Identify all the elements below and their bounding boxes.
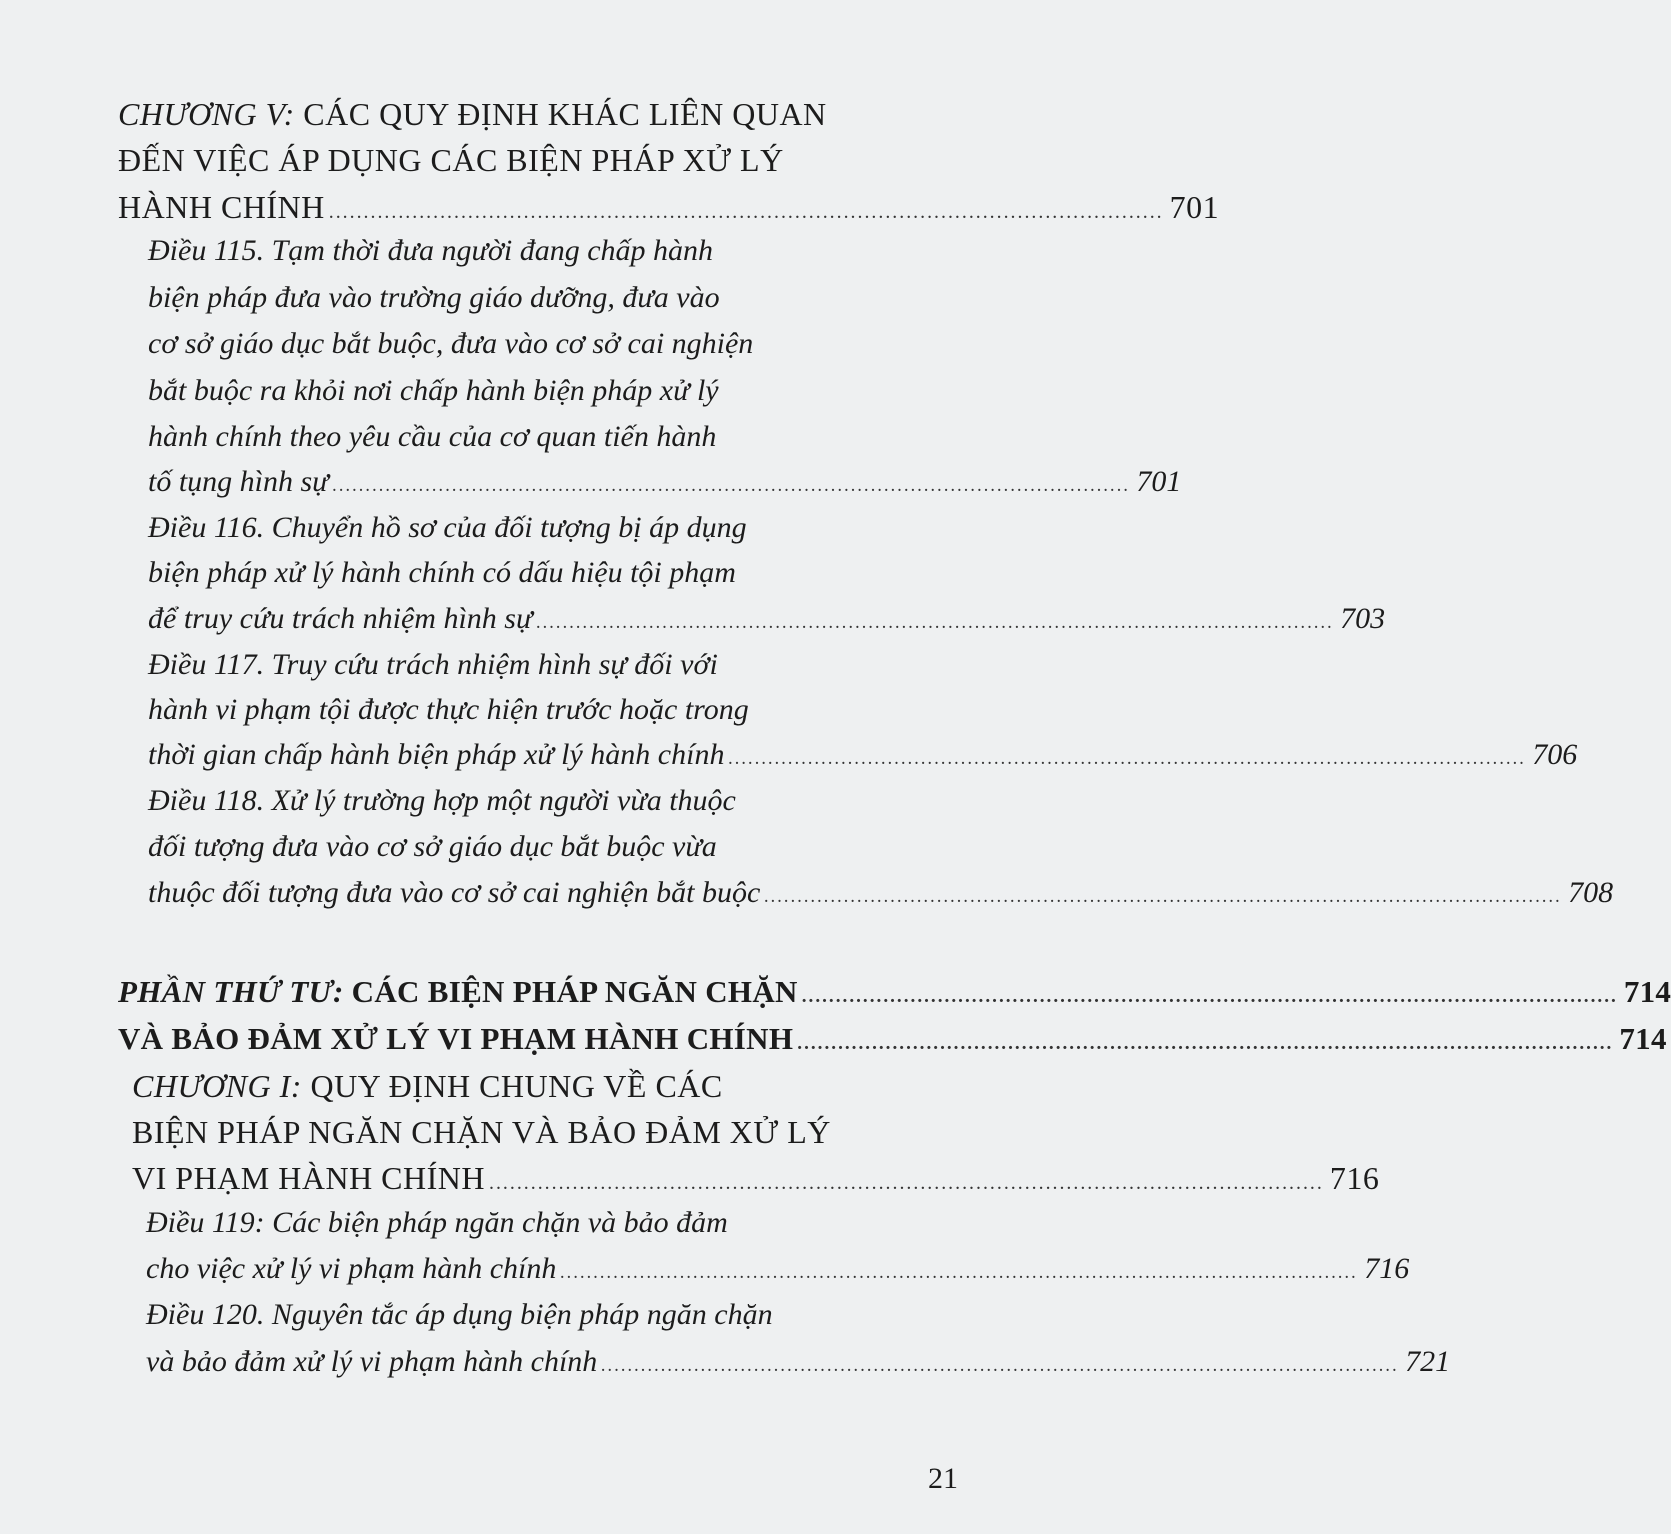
leader-dots: ........................................................................................................................ bbox=[332, 475, 1131, 496]
chapter-title: BIỆN PHÁP NGĂN CHẶN VÀ BẢO ĐẢM XỬ LÝ bbox=[132, 1114, 831, 1150]
toc-line bbox=[148, 650, 718, 680]
chapter-title: QUY ĐỊNH CHUNG VỀ CÁC bbox=[301, 1068, 723, 1104]
article-title: và bảo đảm xử lý vi phạm hành chính bbox=[146, 1345, 598, 1378]
page-ref: 721 bbox=[1405, 1345, 1451, 1378]
page-ref: 701 bbox=[1169, 189, 1220, 225]
toc-line[interactable] bbox=[146, 1252, 1410, 1285]
leader-dots: ........................................................................................................................ bbox=[797, 1033, 1614, 1054]
toc-line bbox=[118, 98, 827, 130]
page-ref: 714 bbox=[1619, 1021, 1667, 1056]
toc-line bbox=[146, 1300, 773, 1330]
toc-line bbox=[148, 329, 753, 359]
article-title: đối tượng đưa vào cơ sở giáo dục bắt buộc vừa bbox=[148, 830, 717, 863]
toc-line bbox=[132, 1116, 831, 1148]
page-ref: 703 bbox=[1340, 602, 1386, 635]
leader-dots: ........................................................................................................................ bbox=[801, 986, 1618, 1007]
page-ref: 716 bbox=[1329, 1160, 1380, 1196]
toc-line bbox=[148, 513, 747, 543]
leader-dots: ........................................................................................................................ bbox=[764, 886, 1563, 907]
part-title: CÁC BIỆN PHÁP NGĂN CHẶN bbox=[343, 974, 798, 1009]
page-ref: 706 bbox=[1532, 738, 1578, 771]
toc-line[interactable] bbox=[148, 738, 1578, 771]
toc-line bbox=[148, 422, 716, 452]
toc-line[interactable] bbox=[146, 1345, 1451, 1378]
article-title: Điều 115. Tạm thời đưa người đang chấp hành bbox=[148, 234, 714, 267]
page-ref: 708 bbox=[1568, 876, 1614, 909]
article-title: Điều 116. Chuyển hồ sơ của đối tượng bị áp dụng bbox=[148, 511, 747, 544]
article-title: Điều 119: Các biện pháp ngăn chặn và bảo đảm bbox=[146, 1206, 728, 1239]
toc-line[interactable] bbox=[148, 465, 1182, 498]
leader-dots: ........................................................................................................................ bbox=[728, 748, 1527, 769]
toc-line bbox=[146, 1208, 728, 1238]
article-title: Điều 117. Truy cứu trách nhiệm hình sự đối với bbox=[148, 648, 718, 681]
chapter-title: HÀNH CHÍNH bbox=[118, 189, 325, 225]
article-title: hành vi phạm tội được thực hiện trước hoặc trong bbox=[148, 693, 749, 726]
article-title: hành chính theo yêu cầu của cơ quan tiến hành bbox=[148, 420, 717, 453]
toc-line[interactable] bbox=[148, 602, 1386, 635]
article-title: bắt buộc ra khỏi nơi chấp hành biện pháp xử lý bbox=[148, 374, 719, 407]
toc-line bbox=[148, 832, 717, 862]
toc-line[interactable] bbox=[132, 1160, 1380, 1196]
leader-dots: ........................................................................................................................ bbox=[560, 1262, 1359, 1283]
chapter-title: VI PHẠM HÀNH CHÍNH bbox=[132, 1160, 485, 1196]
toc-line bbox=[148, 695, 749, 725]
article-title: thời gian chấp hành biện pháp xử lý hành chính bbox=[148, 738, 725, 771]
chapter-title: CÁC QUY ĐỊNH KHÁC LIÊN QUAN bbox=[294, 96, 827, 132]
toc-line[interactable] bbox=[118, 974, 1671, 1009]
toc-line bbox=[148, 376, 719, 406]
article-title: Điều 118. Xử lý trường hợp một người vừa thuộc bbox=[148, 784, 736, 817]
article-title: tố tụng hình sự bbox=[148, 465, 329, 498]
toc-line bbox=[148, 283, 720, 313]
article-title: biện pháp xử lý hành chính có dấu hiệu tội phạm bbox=[148, 556, 736, 589]
article-title: để truy cứu trách nhiệm hình sự bbox=[148, 602, 533, 635]
page-ref: 714 bbox=[1623, 974, 1671, 1009]
toc-line[interactable] bbox=[118, 1021, 1667, 1056]
part-label: PHẦN THỨ TƯ: bbox=[118, 974, 344, 1009]
page-ref: 701 bbox=[1136, 465, 1182, 498]
toc-line[interactable] bbox=[148, 876, 1614, 909]
leader-dots: ........................................................................................................................ bbox=[601, 1355, 1400, 1376]
toc-line[interactable] bbox=[118, 189, 1220, 225]
toc-line bbox=[148, 236, 713, 266]
leader-dots: ........................................................................................................................ bbox=[489, 1172, 1324, 1194]
article-title: thuộc đối tượng đưa vào cơ sở cai nghiện bắt buộc bbox=[148, 876, 761, 909]
toc-line bbox=[118, 144, 784, 176]
chapter-label: CHƯƠNG I: bbox=[132, 1068, 302, 1104]
article-title: Điều 120. Nguyên tắc áp dụng biện pháp ngăn chặn bbox=[146, 1298, 773, 1331]
toc-line bbox=[148, 558, 736, 588]
toc-line bbox=[132, 1070, 723, 1102]
toc-line bbox=[148, 786, 736, 816]
chapter-title: ĐẾN VIỆC ÁP DỤNG CÁC BIỆN PHÁP XỬ LÝ bbox=[118, 142, 784, 178]
page-number: 21 bbox=[928, 1462, 958, 1495]
leader-dots: ........................................................................................................................ bbox=[328, 201, 1164, 223]
leader-dots: ........................................................................................................................ bbox=[536, 612, 1335, 633]
page-ref: 716 bbox=[1364, 1252, 1410, 1285]
article-title: biện pháp đưa vào trường giáo dưỡng, đưa vào bbox=[148, 281, 720, 314]
article-title: cơ sở giáo dục bắt buộc, đưa vào cơ sở cai nghiện bbox=[148, 327, 754, 360]
article-title: cho việc xử lý vi phạm hành chính bbox=[146, 1252, 557, 1285]
part-title: VÀ BẢO ĐẢM XỬ LÝ VI PHẠM HÀNH CHÍNH bbox=[118, 1021, 794, 1056]
chapter-label: CHƯƠNG V: bbox=[118, 96, 295, 132]
